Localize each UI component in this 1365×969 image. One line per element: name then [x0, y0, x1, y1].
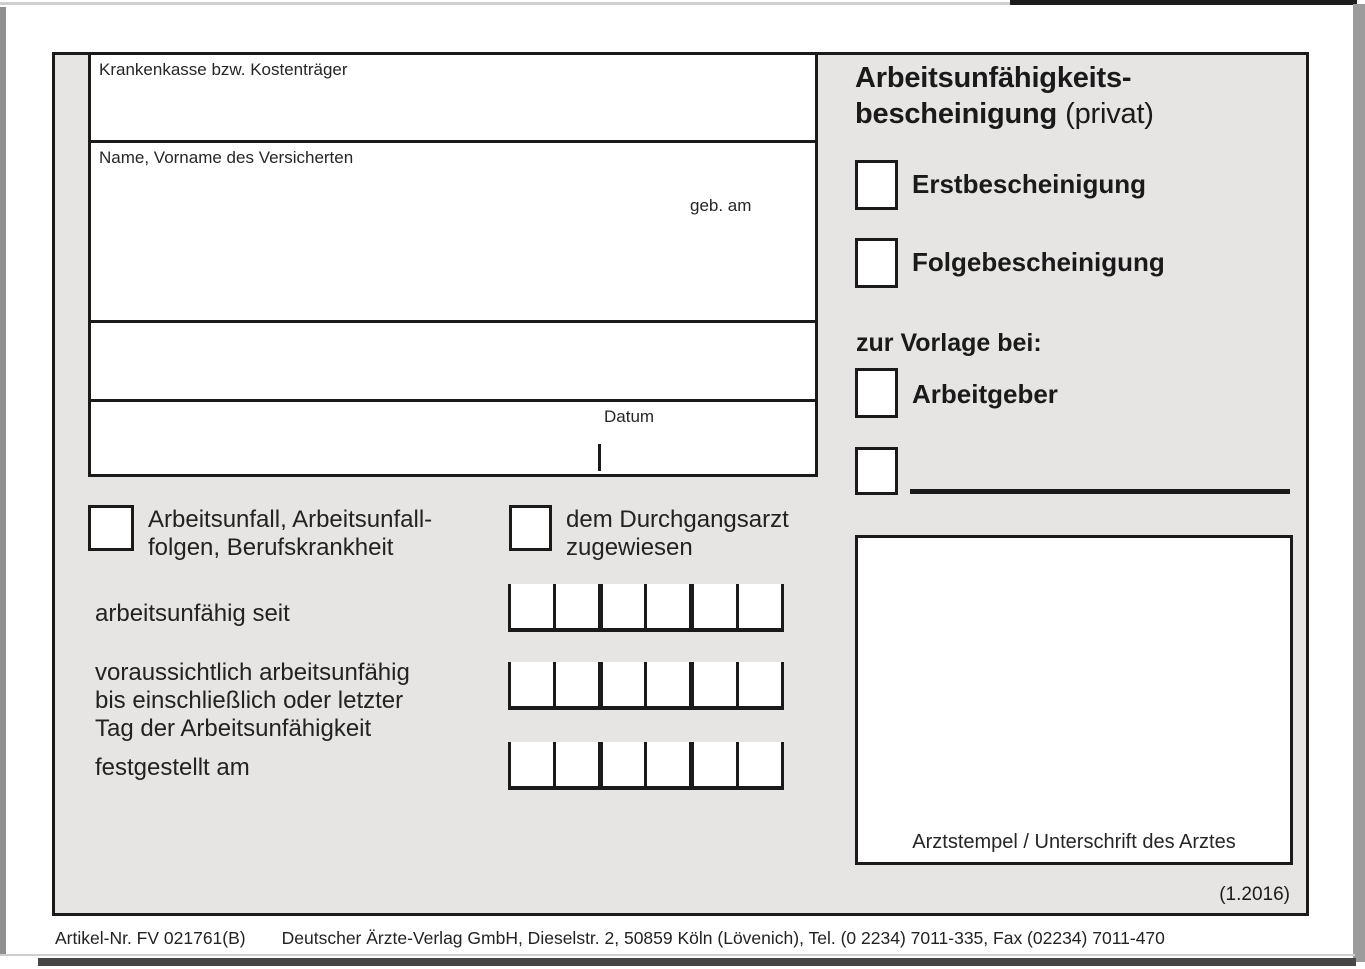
durchgangsarzt-checkbox[interactable] — [509, 505, 552, 551]
insurer-label: Krankenkasse bzw. Kostenträger — [99, 60, 348, 79]
scan-edge-bottom-light — [0, 954, 1355, 956]
insurer-field-box[interactable] — [91, 55, 815, 143]
blank-field-box[interactable] — [91, 323, 815, 399]
erstbescheinigung-label: Erstbescheinigung — [912, 169, 1147, 199]
scan-edge-right — [1353, 4, 1365, 962]
arbeitsunfall-label — [148, 506, 432, 562]
publisher-info: Deutscher Ärzte-Verlag GmbH, Dieselstr. 2, 50859 Köln (Lövenich), Tel. (0 2234) 7011-335, Fax (02234) 7011-470 — [281, 928, 1165, 948]
article-number: Artikel-Nr. FV 021761(B) — [55, 928, 246, 948]
date-cell[interactable] — [694, 662, 739, 706]
durchgangsarzt-label — [566, 506, 789, 562]
determined-on-label: festgestellt am — [95, 754, 250, 781]
birthdate-label: geb. am — [690, 196, 752, 215]
scan-edge-left — [0, 7, 6, 955]
arbeitgeber-checkbox[interactable] — [855, 368, 898, 418]
durchgangsarzt-label-line1: dem Durchgangsarzt — [566, 506, 789, 533]
vorlage-heading: zur Vorlage bei: — [856, 329, 1042, 357]
arbeitsunfall-checkbox[interactable] — [88, 505, 134, 551]
date-cell[interactable] — [556, 662, 603, 706]
folgebescheinigung-checkbox[interactable] — [855, 238, 898, 288]
date-cell[interactable] — [647, 662, 694, 706]
doctor-stamp-box[interactable] — [855, 535, 1293, 865]
scan-edge-top-dark — [1010, 0, 1357, 5]
date-cell[interactable] — [556, 584, 603, 628]
unfit-until-date-grid — [508, 662, 784, 710]
date-cell[interactable] — [739, 662, 781, 706]
date-cell[interactable] — [603, 742, 648, 786]
arbeitsunfall-label-line2: folgen, Berufskrankheit — [148, 534, 394, 561]
insured-name-field-box[interactable] — [91, 143, 815, 320]
date-cell[interactable] — [647, 742, 694, 786]
date-cell[interactable] — [647, 584, 694, 628]
date-cell[interactable] — [556, 742, 603, 786]
date-cell[interactable] — [603, 662, 648, 706]
footer — [55, 928, 1165, 949]
arbeitsunfall-label-line1: Arbeitsunfall, Arbeitsunfall- — [148, 506, 433, 533]
date-cell[interactable] — [511, 584, 556, 628]
form-title — [855, 60, 1154, 132]
insured-name-label: Name, Vorname des Versicherten — [99, 148, 354, 167]
unfit-until-label-line2: bis einschließlich oder letzter — [95, 687, 404, 714]
patient-field-stack — [88, 55, 818, 477]
date-cell[interactable] — [739, 742, 781, 786]
date-cell[interactable] — [739, 584, 781, 628]
determined-on-date-grid — [508, 742, 784, 790]
folgebescheinigung-label: Folgebescheinigung — [912, 247, 1165, 277]
datum-tick-mark — [598, 444, 601, 471]
datum-label: Datum — [604, 407, 655, 426]
date-cell[interactable] — [694, 742, 739, 786]
scan-edge-bottom-dark — [38, 958, 1356, 966]
form-title-line1: Arbeitsunfähigkeits- — [855, 62, 1132, 94]
date-cell[interactable] — [694, 584, 739, 628]
unfit-since-date-grid — [508, 584, 784, 632]
date-cell[interactable] — [511, 742, 556, 786]
other-recipient-checkbox[interactable] — [855, 447, 898, 495]
date-field-box[interactable] — [91, 402, 815, 474]
version-label: (1.2016) — [1219, 884, 1290, 905]
form-title-line2-bold: bescheinigung — [855, 98, 1058, 130]
scan-edge-top-light — [0, 2, 1010, 5]
date-cell[interactable] — [511, 662, 556, 706]
erstbescheinigung-checkbox[interactable] — [855, 160, 898, 210]
form-title-line2-normal: (privat) — [1065, 98, 1154, 130]
unfit-until-label — [95, 659, 410, 743]
other-recipient-writein-line[interactable] — [910, 489, 1290, 494]
unfit-until-label-line3: Tag der Arbeitsunfähigkeit — [95, 715, 372, 742]
doctor-stamp-label: Arztstempel / Unterschrift des Arztes — [912, 831, 1236, 853]
arbeitgeber-label: Arbeitgeber — [912, 379, 1058, 409]
unfit-since-label: arbeitsunfähig seit — [95, 600, 290, 627]
unfit-until-label-line1: voraussichtlich arbeitsunfähig — [95, 659, 410, 686]
date-cell[interactable] — [603, 584, 648, 628]
durchgangsarzt-label-line2: zugewiesen — [566, 534, 693, 561]
